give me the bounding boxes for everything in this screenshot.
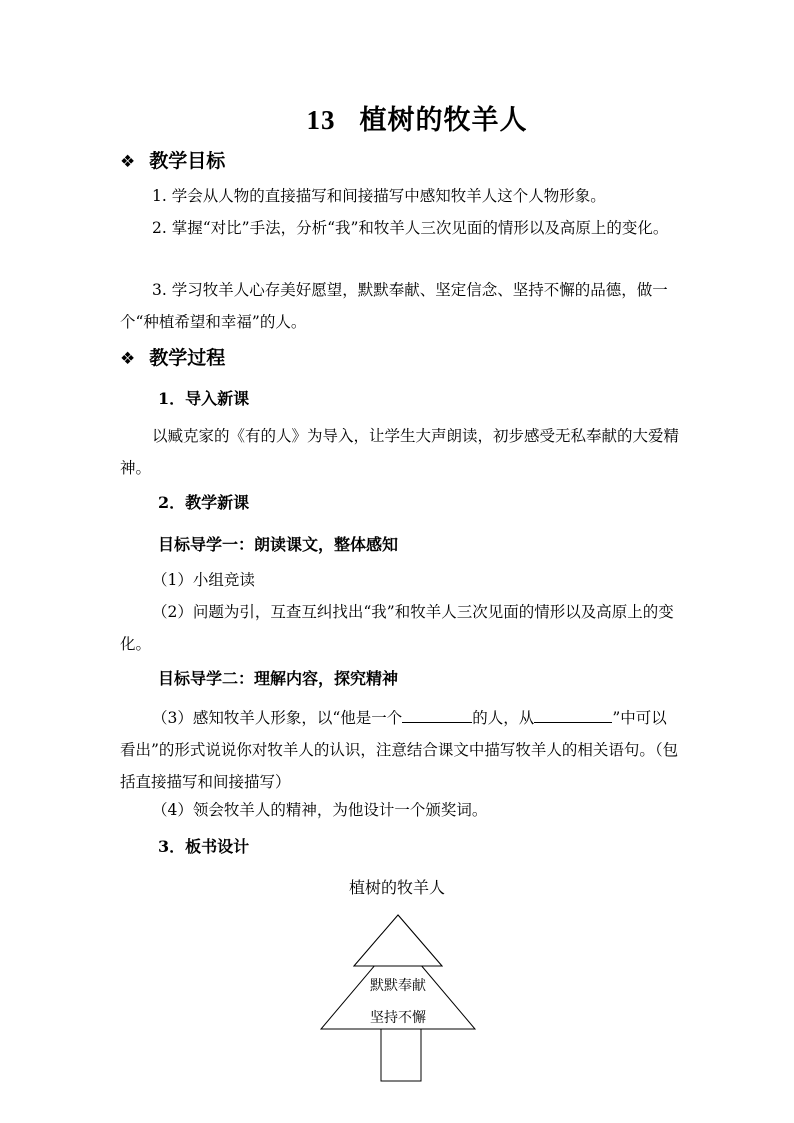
step1-text: 以臧克家的《有的人》为导入，让学生大声朗读，初步感受无私奉献的大爱精神。 [120,427,680,477]
board-title: 植树的牧羊人 [348,878,445,897]
target1-item1: （1）小组竞读 [152,571,255,589]
board-line-2: 坚持不懈 [370,1010,426,1026]
step3-heading: 3．板书设计 [158,837,250,856]
process-heading-text: 教学过程 [149,347,226,369]
tree-trunk [381,1029,421,1081]
diamond-bullet-icon: ❖ [120,349,136,369]
step1-heading: 1．导入新课 [158,389,250,408]
target1-heading: 目标导学一：朗读课文，整体感知 [158,535,399,554]
step2-heading: 2．教学新课 [158,493,250,512]
item3-part-a: （3）感知牧羊人形象，以“他是一个 [152,709,403,727]
goal-item-1: 1. 学会从人物的直接描写和间接描写中感知牧羊人这个人物形象。 [152,187,606,205]
goal-item-2: 2. 掌握“对比”手法，分析“我”和牧羊人三次见面的情形以及高原上的变化。 [152,219,669,237]
target2-item4: （4）领会牧羊人的精神，为他设计一个颁奖词。 [152,801,488,819]
lesson-number: 13 [306,105,336,135]
lesson-title-text: 植树的牧羊人 [359,105,528,136]
diamond-bullet-icon: ❖ [120,152,136,172]
goal-item-3: 3. 学习牧羊人心存美好愿望，默默奉献、坚定信念、坚持不懈的品德，做一个“种植希望和幸福”的人。 [120,281,668,331]
item3-part-c: ”中可以看出”的形式说说你对牧羊人的认识，注意结合课文中描写牧羊人的相关语句。（包括直接描写和间接描写） [120,709,679,791]
item3-part-b: 的人，从 [472,709,535,727]
target2-heading: 目标导学二：理解内容，探究精神 [158,669,399,688]
target1-item2: （2）问题为引，互查互纠找出“我”和牧羊人三次见面的情形以及高原上的变化。 [120,603,674,653]
goals-heading-text: 教学目标 [149,150,226,172]
board-line-1: 默默奉献 [370,978,426,994]
